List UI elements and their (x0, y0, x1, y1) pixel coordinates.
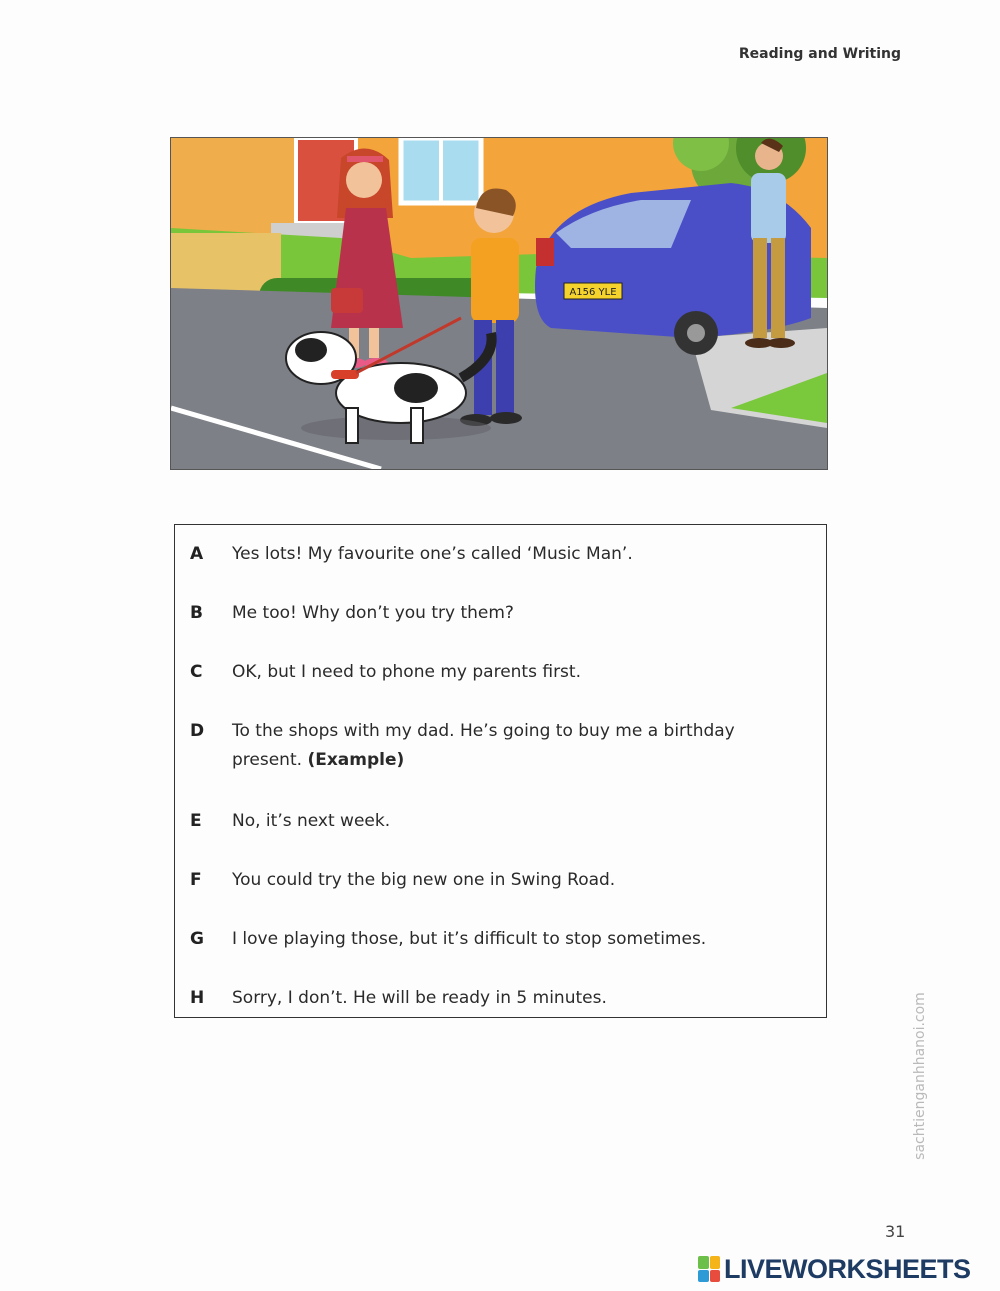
option-text: Sorry, I don’t. He will be ready in 5 minutes. (232, 988, 607, 1008)
number-plate: A156 YLE (569, 287, 617, 298)
example-label: (Example) (307, 750, 405, 770)
liveworksheets-icon (698, 1256, 720, 1282)
option-text: OK, but I need to phone my parents first. (232, 662, 581, 682)
option-text: Me too! Why don’t you try them? (232, 603, 514, 623)
option-text-body: To the shops with my dad. He’s going to buy me a birthday present. (232, 721, 735, 770)
option-text: You could try the big new one in Swing Road. (232, 870, 616, 890)
option-letter: G (190, 929, 204, 949)
section-header: Reading and Writing (738, 46, 901, 62)
option-text: No, it’s next week. (232, 811, 391, 831)
scene-illustration (170, 137, 828, 470)
page-number: 31 (885, 1222, 906, 1241)
liveworksheets-logo[interactable] (698, 1252, 971, 1286)
watermark-text: sachtienganhhanoi.com (912, 992, 928, 1160)
option-text (232, 717, 786, 775)
option-letter: B (190, 603, 203, 623)
option-letter: D (190, 721, 205, 741)
option-letter: E (190, 811, 202, 831)
option-text: I love playing those, but it’s difficult to stop sometimes. (232, 929, 707, 949)
option-letter: A (190, 544, 204, 564)
watermark (905, 983, 935, 1183)
option-letter: F (190, 870, 202, 890)
option-letter: H (190, 988, 205, 1008)
option-letter: C (190, 662, 203, 682)
option-text: Yes lots! My favourite one’s called ‘Music Man’. (232, 544, 633, 564)
brand-name: LIVEWORKSHEETS (724, 1253, 971, 1284)
answer-options (174, 524, 827, 1018)
